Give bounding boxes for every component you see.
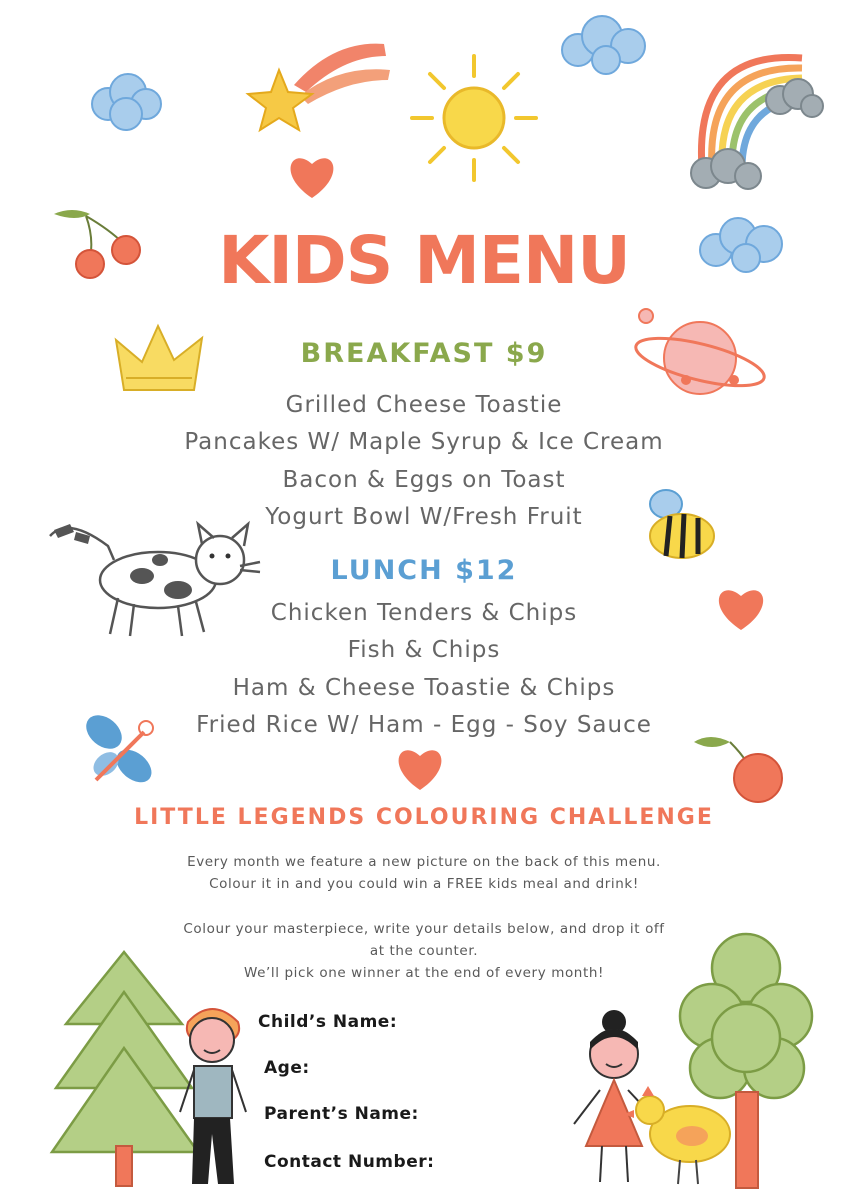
lunch-item: Fried Rice W/ Ham - Egg - Soy Sauce — [196, 712, 652, 738]
page-title: KIDS MENU — [218, 222, 630, 299]
contact-number-label: Contact Number: — [264, 1152, 435, 1172]
breakfast-heading: BREAKFAST $9 — [300, 338, 548, 369]
heart-icon — [286, 152, 338, 200]
child-name-label: Child’s Name: — [258, 1012, 398, 1032]
boy-icon — [176, 1000, 250, 1188]
heart-icon — [394, 744, 446, 792]
breakfast-item: Grilled Cheese Toastie — [285, 392, 563, 418]
challenge-text: We’ll pick one winner at the end of every month! — [243, 965, 605, 981]
shooting-star-icon — [244, 30, 394, 140]
breakfast-item: Bacon & Eggs on Toast — [282, 467, 566, 493]
lunch-item: Ham & Cheese Toastie & Chips — [232, 675, 616, 701]
challenge-text: at the counter. — [369, 943, 479, 959]
cloud-icon — [86, 68, 166, 134]
breakfast-item: Yogurt Bowl W/Fresh Fruit — [265, 504, 583, 530]
rainbow-icon — [672, 38, 822, 198]
lunch-heading: LUNCH $12 — [330, 555, 518, 586]
age-label: Age: — [264, 1058, 310, 1078]
challenge-text: Colour your masterpiece, write your details below, and drop it off — [183, 921, 665, 937]
challenge-text: Colour it in and you could win a FREE kids meal and drink! — [209, 876, 639, 892]
lunch-item: Fish & Chips — [347, 637, 501, 663]
cloud-icon — [556, 12, 652, 78]
lunch-item: Chicken Tenders & Chips — [270, 600, 578, 626]
challenge-text: Every month we feature a new picture on the back of this menu. — [187, 854, 661, 870]
challenge-heading: LITTLE LEGENDS COLOURING CHALLENGE — [134, 805, 714, 830]
sun-icon — [408, 52, 540, 184]
breakfast-item: Pancakes W/ Maple Syrup & Ice Cream — [184, 429, 664, 455]
parent-name-label: Parent’s Name: — [264, 1104, 419, 1124]
